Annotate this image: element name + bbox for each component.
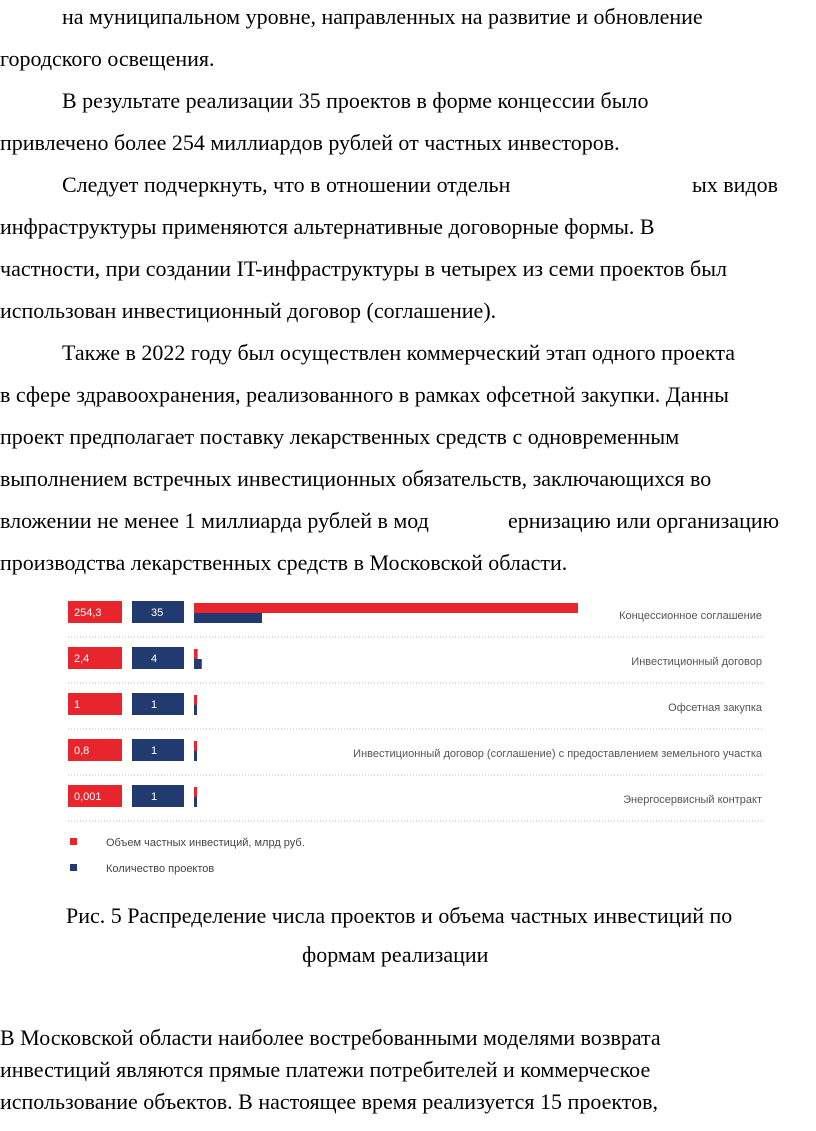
project-count-bar bbox=[194, 797, 197, 807]
project-count-label: 4 bbox=[151, 653, 158, 665]
text-line: В Московской области наиболее востребованными моделями возврата bbox=[0, 1025, 661, 1050]
project-count-bar bbox=[194, 705, 197, 715]
investment-bar bbox=[194, 741, 197, 751]
project-count-box bbox=[132, 647, 184, 669]
investment-value-label: 2,4 bbox=[74, 653, 90, 665]
investment-bar bbox=[194, 649, 198, 659]
project-count-box bbox=[132, 785, 184, 807]
category-label: Инвестиционный договор bbox=[631, 656, 762, 668]
category-label: Концессионное соглашение bbox=[619, 610, 762, 622]
text-line: В результате реализации 35 проектов в форме концессии было bbox=[62, 88, 649, 113]
text-line: Также в 2022 году был осуществлен коммерческий этап одного проекта bbox=[62, 340, 735, 365]
investment-bar bbox=[194, 603, 578, 613]
category-label: Офсетная закупка bbox=[668, 702, 762, 714]
text-line: использование объектов. В настоящее время реализуется 15 проектов, bbox=[0, 1089, 658, 1114]
text-line: инфраструктуры применяются альтернативные договорные формы. В bbox=[0, 214, 655, 239]
project-count-label: 1 bbox=[151, 791, 158, 803]
project-count-bar bbox=[194, 751, 197, 761]
legend-label-investment: Объем частных инвестиций, млрд руб. bbox=[106, 837, 305, 849]
figure-caption-line-1: Рис. 5 Распределение числа проектов и объема частных инвестиций по bbox=[66, 903, 733, 928]
category-label: Энергосервисный контракт bbox=[623, 794, 762, 806]
text-line: городского освещения. bbox=[0, 46, 215, 71]
project-count-label: 1 bbox=[151, 745, 158, 757]
project-count-box bbox=[132, 739, 184, 761]
chart-svg bbox=[66, 596, 766, 886]
investment-chart bbox=[66, 596, 766, 886]
legend-swatch-investment bbox=[70, 838, 77, 845]
project-count-label: 1 bbox=[151, 699, 158, 711]
project-count-box bbox=[132, 693, 184, 715]
category-label: Инвестиционный договор (соглашение) с предоставлением земельного участка bbox=[353, 748, 762, 760]
investment-value-label: 0,8 bbox=[74, 745, 90, 757]
investment-value-label: 254,3 bbox=[74, 607, 102, 619]
text-line: использован инвестиционный договор (соглашение). bbox=[0, 298, 497, 323]
investment-bar bbox=[194, 787, 197, 797]
text-line: инвестиций являются прямые платежи потребителей и коммерческое bbox=[0, 1057, 651, 1082]
figure-caption-line-2: формам реализации bbox=[302, 942, 489, 967]
project-count-label: 35 bbox=[151, 607, 164, 619]
text-line: выполнением встречных инвестиционных обязательств, заключающихся во bbox=[0, 466, 712, 491]
text-line: привлечено более 254 миллиардов рублей от частных инвесторов. bbox=[0, 130, 620, 155]
legend-swatch-count bbox=[70, 864, 77, 871]
legend-label-count: Количество проектов bbox=[106, 863, 215, 875]
text-line: частности, при создании IT-инфраструктуры в четырех из семи проектов был bbox=[0, 256, 727, 281]
text-line: Следует подчеркнуть, что в отношении отдельн bbox=[62, 172, 511, 197]
text-line: вложении не менее 1 миллиарда рублей в мод bbox=[0, 508, 429, 533]
text-line: на муниципальном уровне, направленных на развитие и обновление bbox=[62, 4, 703, 29]
project-count-bar bbox=[194, 659, 202, 669]
investment-value-label: 1 bbox=[74, 699, 81, 711]
text-line: производства лекарственных средств в Московской области. bbox=[0, 550, 568, 575]
investment-value-label: 0,001 bbox=[74, 791, 102, 803]
text-line: в сфере здравоохранения, реализованного в рамках офсетной закупки. Данны bbox=[0, 382, 729, 407]
text-line: проект предполагает поставку лекарственных средств с одновременным bbox=[0, 424, 680, 449]
project-count-bar bbox=[194, 613, 262, 623]
text-line: ых видов bbox=[692, 172, 779, 197]
investment-bar bbox=[194, 695, 197, 705]
text-line: ернизацию или организацию bbox=[508, 508, 780, 533]
